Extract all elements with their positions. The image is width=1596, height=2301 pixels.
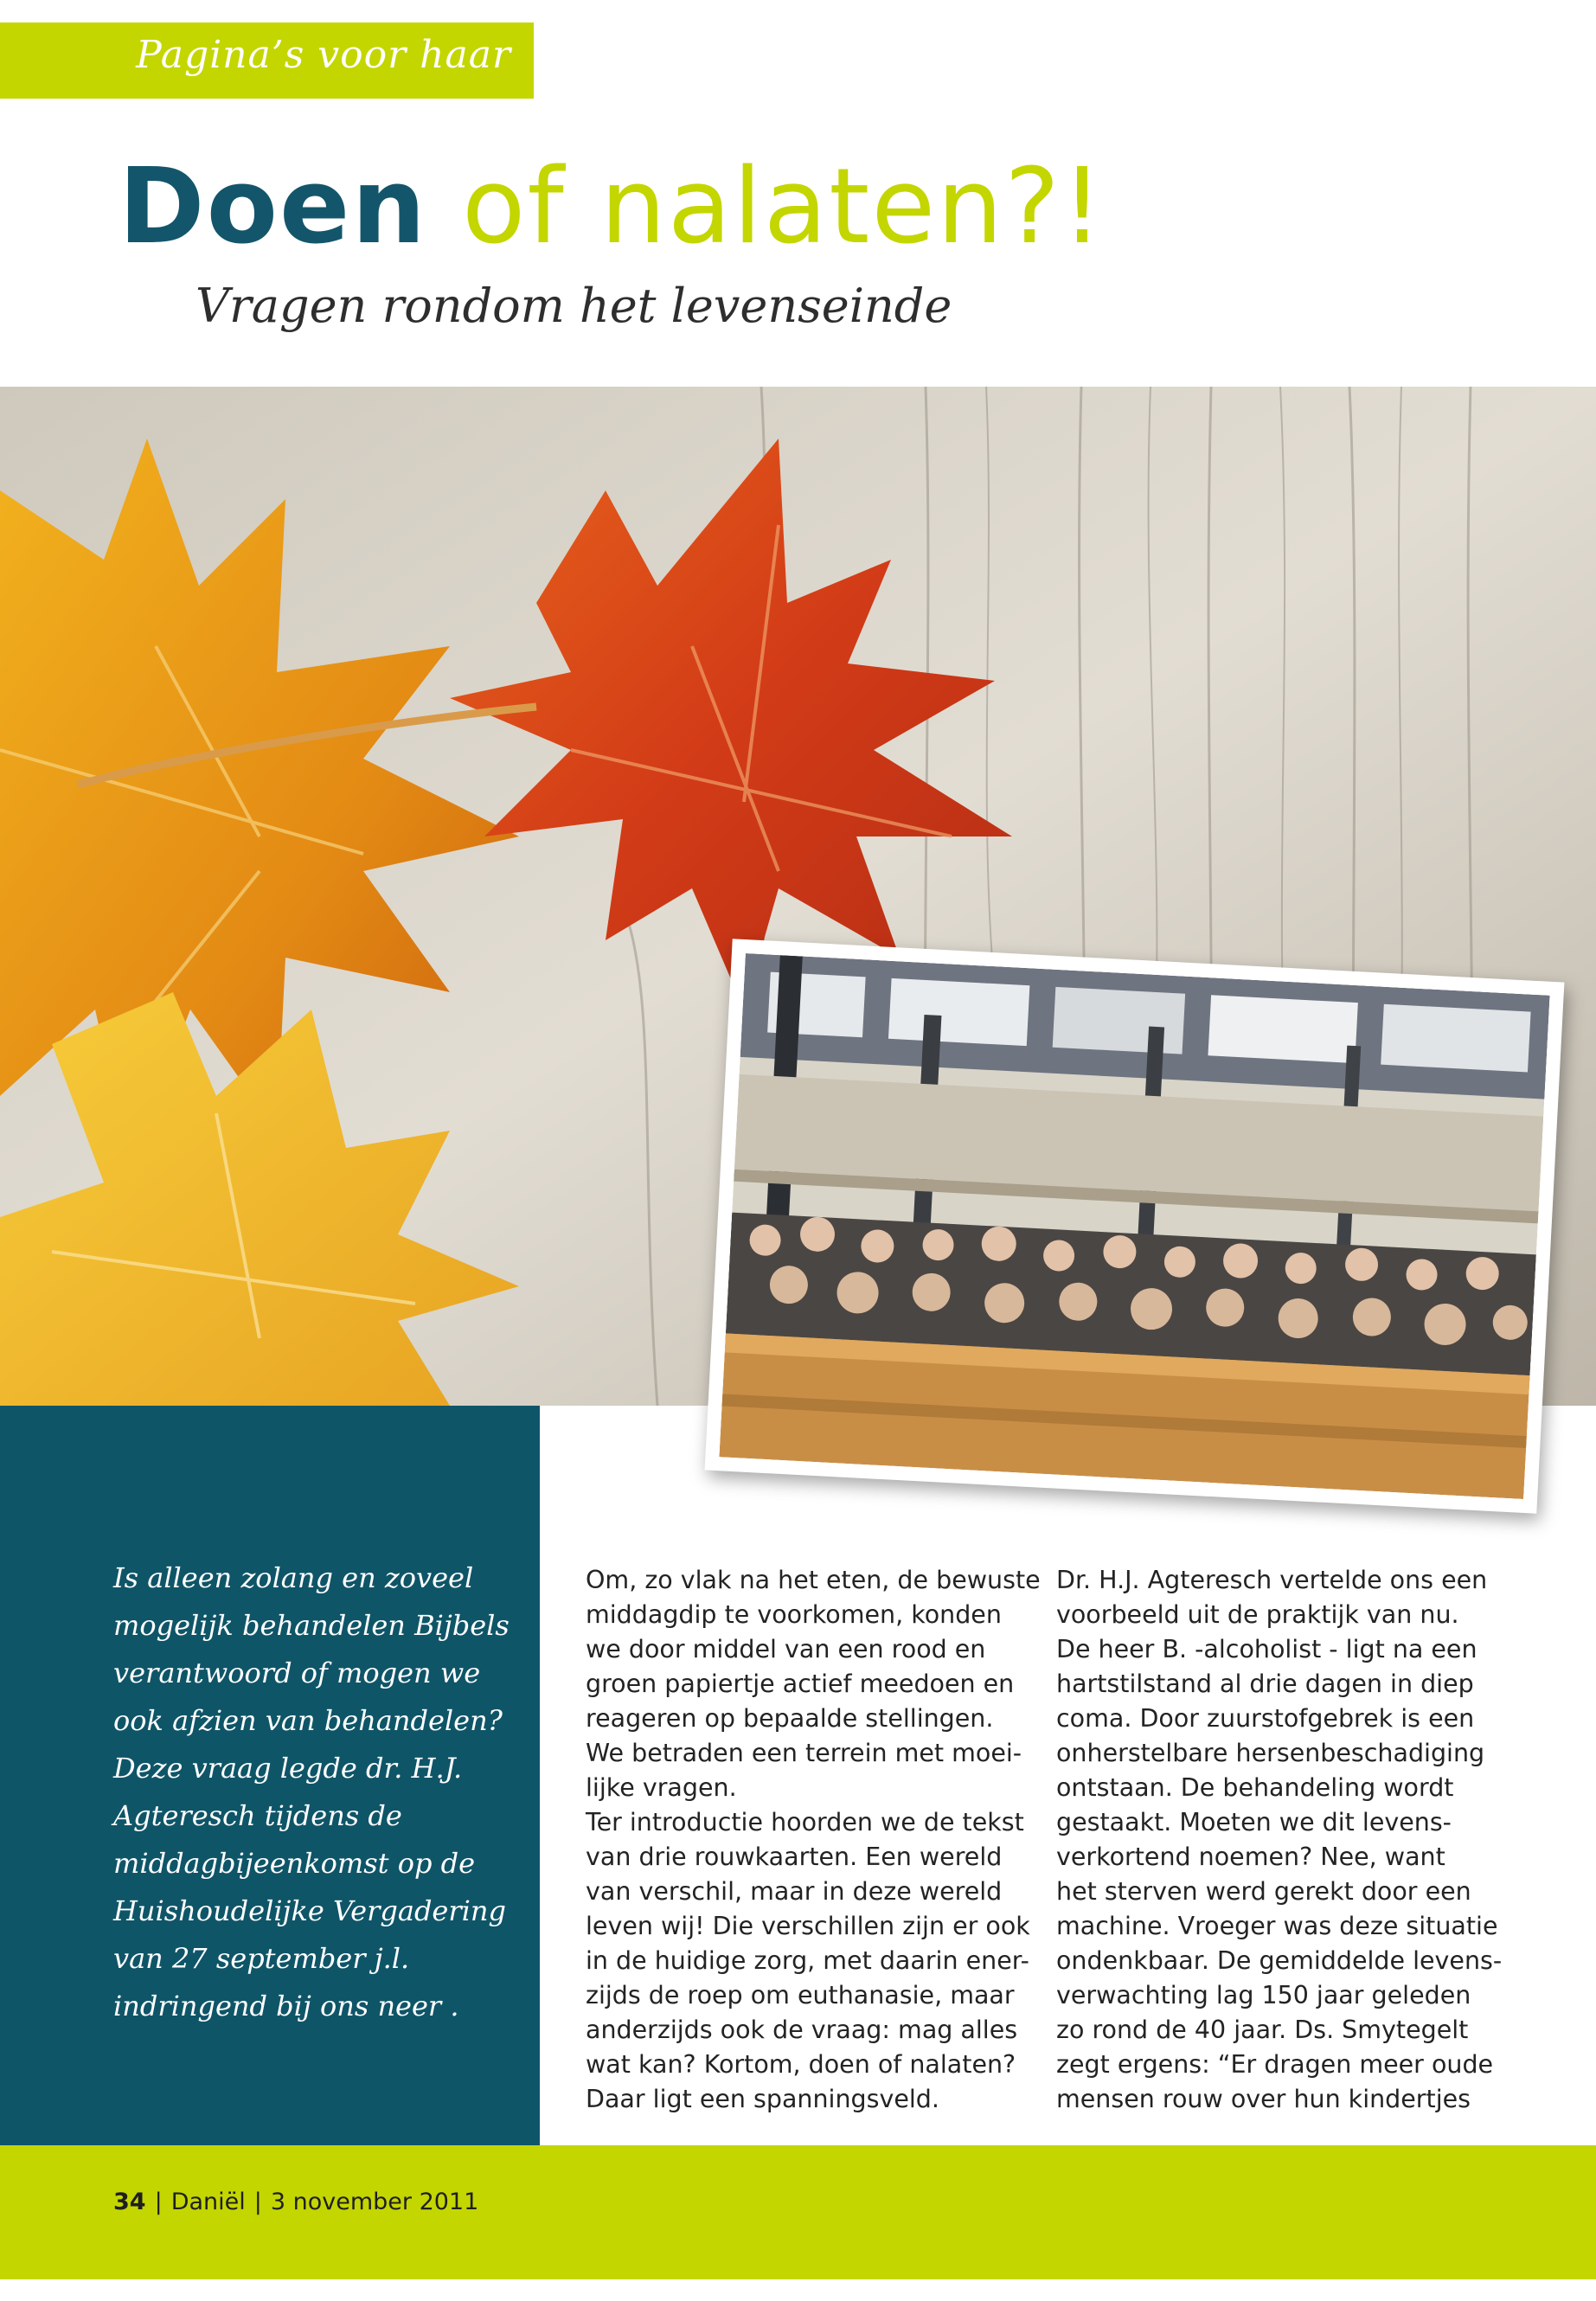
column-line: voorbeeld uit de praktijk van nu.: [1056, 1600, 1459, 1629]
column-line: machine. Vroeger was deze situatie: [1056, 1912, 1498, 1940]
footer-separator: |: [253, 2189, 262, 2215]
section-label: Pagina’s voor haar: [136, 33, 511, 77]
column-line: De heer B. -alcoholist - ligt na een: [1056, 1635, 1477, 1663]
column-line: onherstelbare hersenbeschadiging: [1056, 1739, 1485, 1767]
column-line: reageren op bepaalde stellingen.: [586, 1704, 994, 1733]
title-light: of nalaten?!: [426, 147, 1106, 267]
column-line: Om, zo vlak na het eten, de bewuste: [586, 1566, 1041, 1594]
meeting-photo: [705, 939, 1565, 1514]
column-line: gestaakt. Moeten we dit levens-: [1056, 1808, 1452, 1836]
column-line: middagdip te voorkomen, konden: [586, 1600, 1002, 1629]
body-column-1: [586, 1563, 1041, 2117]
column-line: zijds de roep om euthanasie, maar: [586, 1981, 1015, 2009]
column-line: coma. Door zuurstofgebrek is een: [1056, 1704, 1475, 1733]
article-title: [119, 147, 1105, 268]
column-line: het sterven werd gerekt door een: [1056, 1877, 1471, 1906]
column-line: leven wij! Die verschillen zijn er ook: [586, 1912, 1030, 1940]
column-line: We betraden een terrein met moei-: [586, 1739, 1022, 1767]
column-line: ontstaan. De behandeling wordt: [1056, 1773, 1454, 1802]
column-line: Daar ligt een spanningsveld.: [586, 2085, 939, 2113]
church-hall-audience-photo: [719, 953, 1549, 1499]
section-tab: [0, 22, 534, 99]
intro-lead: Is alleen zolang en zoveel mogelijk behandelen Bijbels verantwoord of mogen we ook afzien van behandelen? Deze vraag legde dr. H.J. Agteresch tijdens de middagbijeenkomst op de Huishoudelijke Vergadering van 27 september j.l. indringend bij ons neer .: [113, 1561, 510, 2022]
column-line: zegt ergens: “Er dragen meer oude: [1056, 2050, 1494, 2079]
column-line: wat kan? Kortom, doen of nalaten?: [586, 2050, 1016, 2079]
column-line: zo rond de 40 jaar. Ds. Smytegelt: [1056, 2016, 1469, 2044]
column-line: mensen rouw over hun kindertjes: [1056, 2085, 1471, 2113]
column-line: lijke vragen.: [586, 1773, 737, 1802]
page-footer: [113, 2189, 478, 2215]
body-column-2: [1056, 1563, 1503, 2117]
column-line: van verschil, maar in deze wereld: [586, 1877, 1003, 1906]
column-line: in de huidige zorg, met daarin ener-: [586, 1946, 1029, 1975]
issue-date: 3 november 2011: [270, 2189, 479, 2215]
article-subtitle: Vragen rondom het levenseinde: [195, 279, 952, 333]
footer-separator: |: [154, 2189, 163, 2215]
column-line: Dr. H.J. Agteresch vertelde ons een: [1056, 1566, 1488, 1594]
magazine-name: Daniël: [170, 2189, 246, 2215]
page-number: 34: [113, 2189, 146, 2215]
column-line: we door middel van een rood en: [586, 1635, 986, 1663]
column-line: anderzijds ook de vraag: mag alles: [586, 2016, 1018, 2044]
column-line: Ter introductie hoorden we de tekst: [586, 1808, 1024, 1836]
column-line: groen papiertje actief meedoen en: [586, 1670, 1015, 1698]
column-line: van drie rouwkaarten. Een wereld: [586, 1843, 1003, 1871]
column-line: hartstilstand al drie dagen in diep: [1056, 1670, 1474, 1698]
column-line: ondenkbaar. De gemiddelde levens-: [1056, 1946, 1503, 1975]
column-line: verkortend noemen? Nee, want: [1056, 1843, 1445, 1871]
title-bold: Doen: [119, 147, 427, 267]
column-line: verwachting lag 150 jaar geleden: [1056, 1981, 1471, 2009]
